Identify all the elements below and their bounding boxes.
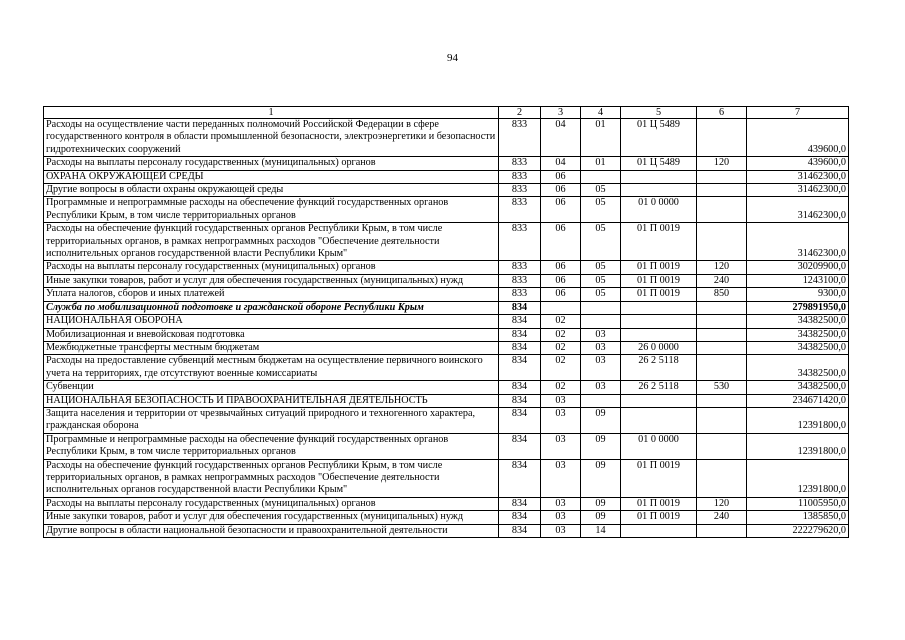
table-row <box>44 459 849 497</box>
row-amount: 31462300,0 <box>747 197 849 223</box>
table-body <box>44 119 849 538</box>
row-code-col6 <box>697 407 747 433</box>
row-code-col4: 05 <box>581 288 621 301</box>
row-code-col4 <box>581 315 621 328</box>
table-row <box>44 511 849 524</box>
table-row <box>44 315 849 328</box>
row-code-col5: 01 П 0019 <box>621 459 697 497</box>
row-code-col3: 04 <box>541 157 581 170</box>
row-code-col4: 01 <box>581 119 621 157</box>
row-code-col6 <box>697 328 747 341</box>
row-code-col5 <box>621 394 697 407</box>
row-amount: 234671420,0 <box>747 394 849 407</box>
row-code-col5 <box>621 301 697 314</box>
row-code-col5 <box>621 407 697 433</box>
row-amount: 12391800,0 <box>747 459 849 497</box>
row-code-col2: 834 <box>499 407 541 433</box>
row-amount: 30209900,0 <box>747 261 849 274</box>
row-code-col3 <box>541 301 581 314</box>
row-code-col2: 834 <box>499 497 541 510</box>
row-code-col5 <box>621 170 697 183</box>
row-description: Защита населения и территории от чрезвычайных ситуаций природного и техногенного характера, гражданская оборона <box>44 407 499 433</box>
row-code-col4 <box>581 301 621 314</box>
row-code-col4 <box>581 170 621 183</box>
row-code-col2: 834 <box>499 328 541 341</box>
row-amount: 12391800,0 <box>747 433 849 459</box>
row-code-col4: 09 <box>581 511 621 524</box>
row-code-col2: 833 <box>499 197 541 223</box>
row-amount: 439600,0 <box>747 119 849 157</box>
row-code-col2: 834 <box>499 315 541 328</box>
row-code-col6 <box>697 355 747 381</box>
table-row <box>44 524 849 537</box>
row-code-col4: 05 <box>581 274 621 287</box>
row-description: Расходы на обеспечение функций государственных органов Республики Крым, в том числе территориальных органов, в рамках непрограммных расходов "Обеспечение деятельности исполнительных органов государственной власти Республики Крым" <box>44 223 499 261</box>
row-code-col4: 05 <box>581 261 621 274</box>
row-amount: 1243100,0 <box>747 274 849 287</box>
row-code-col6: 120 <box>697 497 747 510</box>
row-description: Уплата налогов, сборов и иных платежей <box>44 288 499 301</box>
row-code-col4: 09 <box>581 433 621 459</box>
row-code-col4: 05 <box>581 184 621 197</box>
row-code-col4: 03 <box>581 355 621 381</box>
row-amount: 34382500,0 <box>747 355 849 381</box>
row-code-col5: 01 П 0019 <box>621 223 697 261</box>
row-code-col3: 03 <box>541 433 581 459</box>
row-code-col3: 06 <box>541 197 581 223</box>
row-code-col2: 834 <box>499 381 541 394</box>
row-code-col4: 03 <box>581 328 621 341</box>
row-code-col4 <box>581 394 621 407</box>
row-description: Расходы на выплаты персоналу государственных (муниципальных) органов <box>44 157 499 170</box>
row-code-col3: 03 <box>541 524 581 537</box>
row-code-col2: 833 <box>499 288 541 301</box>
row-code-col3: 03 <box>541 511 581 524</box>
row-amount: 222279620,0 <box>747 524 849 537</box>
row-description: Межбюджетные трансферты местным бюджетам <box>44 341 499 354</box>
row-code-col4: 09 <box>581 497 621 510</box>
table-row <box>44 301 849 314</box>
row-description: Программные и непрограммные расходы на обеспечение функций государственных органов Республики Крым, в том числе территориальных органов <box>44 197 499 223</box>
row-code-col4: 14 <box>581 524 621 537</box>
row-code-col3: 06 <box>541 170 581 183</box>
row-code-col2: 834 <box>499 524 541 537</box>
row-description: НАЦИОНАЛЬНАЯ ОБОРОНА <box>44 315 499 328</box>
row-amount: 34382500,0 <box>747 315 849 328</box>
row-description: Мобилизационная и вневойсковая подготовка <box>44 328 499 341</box>
row-code-col4: 09 <box>581 459 621 497</box>
row-code-col3: 03 <box>541 407 581 433</box>
row-amount: 34382500,0 <box>747 341 849 354</box>
row-code-col6 <box>697 197 747 223</box>
column-header: 6 <box>697 107 747 119</box>
row-code-col6 <box>697 170 747 183</box>
table-row <box>44 341 849 354</box>
row-code-col2: 834 <box>499 341 541 354</box>
row-description: Программные и непрограммные расходы на обеспечение функций государственных органов Республики Крым, в том числе территориальных органов <box>44 433 499 459</box>
row-description: Субвенции <box>44 381 499 394</box>
row-code-col6: 120 <box>697 261 747 274</box>
row-code-col5: 26 2 5118 <box>621 381 697 394</box>
table-row <box>44 433 849 459</box>
row-code-col6 <box>697 341 747 354</box>
row-description: Иные закупки товаров, работ и услуг для обеспечения государственных (муниципальных) нужд <box>44 274 499 287</box>
row-description: НАЦИОНАЛЬНАЯ БЕЗОПАСНОСТЬ И ПРАВООХРАНИТЕЛЬНАЯ ДЕЯТЕЛЬНОСТЬ <box>44 394 499 407</box>
row-code-col2: 834 <box>499 511 541 524</box>
row-code-col2: 833 <box>499 170 541 183</box>
row-code-col3: 02 <box>541 328 581 341</box>
row-code-col2: 833 <box>499 119 541 157</box>
row-code-col2: 833 <box>499 274 541 287</box>
table-row <box>44 119 849 157</box>
row-code-col6 <box>697 524 747 537</box>
row-code-col5 <box>621 184 697 197</box>
row-code-col3: 04 <box>541 119 581 157</box>
row-code-col6: 530 <box>697 381 747 394</box>
row-description: Расходы на выплаты персоналу государственных (муниципальных) органов <box>44 261 499 274</box>
table-row <box>44 497 849 510</box>
row-code-col6 <box>697 301 747 314</box>
column-header: 4 <box>581 107 621 119</box>
row-code-col6 <box>697 315 747 328</box>
row-code-col3: 02 <box>541 341 581 354</box>
row-code-col6: 240 <box>697 511 747 524</box>
row-code-col4: 03 <box>581 341 621 354</box>
table-row <box>44 394 849 407</box>
row-code-col2: 833 <box>499 184 541 197</box>
table-row <box>44 184 849 197</box>
row-code-col5: 01 0 0000 <box>621 433 697 459</box>
row-code-col6 <box>697 119 747 157</box>
column-header: 1 <box>44 107 499 119</box>
row-amount: 279891950,0 <box>747 301 849 314</box>
column-header: 7 <box>747 107 849 119</box>
row-code-col2: 833 <box>499 157 541 170</box>
row-code-col2: 834 <box>499 355 541 381</box>
row-code-col6: 120 <box>697 157 747 170</box>
row-code-col5: 01 П 0019 <box>621 274 697 287</box>
row-amount: 34382500,0 <box>747 328 849 341</box>
row-code-col6 <box>697 459 747 497</box>
table-row <box>44 223 849 261</box>
row-code-col4: 03 <box>581 381 621 394</box>
row-description: Иные закупки товаров, работ и услуг для обеспечения государственных (муниципальных) нужд <box>44 511 499 524</box>
row-code-col5: 01 Ц 5489 <box>621 119 697 157</box>
row-code-col5: 01 П 0019 <box>621 288 697 301</box>
column-header: 2 <box>499 107 541 119</box>
row-code-col2: 833 <box>499 261 541 274</box>
row-code-col4: 05 <box>581 223 621 261</box>
row-code-col6: 240 <box>697 274 747 287</box>
table-row <box>44 261 849 274</box>
row-code-col5: 01 Ц 5489 <box>621 157 697 170</box>
row-code-col2: 834 <box>499 394 541 407</box>
row-code-col5: 01 П 0019 <box>621 511 697 524</box>
row-code-col3: 02 <box>541 315 581 328</box>
row-amount: 31462300,0 <box>747 223 849 261</box>
row-amount: 31462300,0 <box>747 184 849 197</box>
row-code-col6 <box>697 223 747 261</box>
row-code-col2: 834 <box>499 433 541 459</box>
row-description: Служба по мобилизационной подготовке и гражданской обороне Республики Крым <box>44 301 499 314</box>
row-code-col3: 06 <box>541 223 581 261</box>
row-code-col5: 01 0 0000 <box>621 197 697 223</box>
table-row <box>44 328 849 341</box>
row-description: Расходы на обеспечение функций государственных органов Республики Крым, в том числе территориальных органов, в рамках непрограммных расходов "Обеспечение деятельности исполнительных органов государственной власти Республики Крым" <box>44 459 499 497</box>
row-code-col3: 03 <box>541 459 581 497</box>
table-row <box>44 157 849 170</box>
row-amount: 9300,0 <box>747 288 849 301</box>
row-code-col3: 06 <box>541 261 581 274</box>
row-code-col4: 09 <box>581 407 621 433</box>
row-code-col5 <box>621 524 697 537</box>
row-code-col5: 26 2 5118 <box>621 355 697 381</box>
budget-table <box>43 106 849 538</box>
row-description: Другие вопросы в области охраны окружающей среды <box>44 184 499 197</box>
row-code-col6 <box>697 433 747 459</box>
row-code-col3: 06 <box>541 288 581 301</box>
table-row <box>44 274 849 287</box>
row-code-col2: 834 <box>499 459 541 497</box>
row-code-col3: 03 <box>541 394 581 407</box>
row-code-col3: 02 <box>541 381 581 394</box>
row-code-col5: 01 П 0019 <box>621 261 697 274</box>
row-code-col5: 26 0 0000 <box>621 341 697 354</box>
row-code-col4: 05 <box>581 197 621 223</box>
page-number: 94 <box>447 52 458 64</box>
row-code-col6 <box>697 184 747 197</box>
row-code-col2: 834 <box>499 301 541 314</box>
row-amount: 34382500,0 <box>747 381 849 394</box>
table-row <box>44 407 849 433</box>
row-code-col5 <box>621 328 697 341</box>
row-code-col5: 01 П 0019 <box>621 497 697 510</box>
row-code-col5 <box>621 315 697 328</box>
row-code-col3: 06 <box>541 184 581 197</box>
table-row <box>44 355 849 381</box>
row-amount: 439600,0 <box>747 157 849 170</box>
row-code-col2: 833 <box>499 223 541 261</box>
table-row <box>44 381 849 394</box>
row-description: Расходы на осуществление части переданных полномочий Российской Федерации в сфере государственного контроля в области промышленной безопасности, электроэнергетики и безопасности гидротехнических сооружений <box>44 119 499 157</box>
table-row <box>44 197 849 223</box>
table-row <box>44 288 849 301</box>
column-header: 5 <box>621 107 697 119</box>
row-amount: 1385850,0 <box>747 511 849 524</box>
row-code-col4: 01 <box>581 157 621 170</box>
row-amount: 11005950,0 <box>747 497 849 510</box>
row-code-col3: 03 <box>541 497 581 510</box>
row-description: ОХРАНА ОКРУЖАЮЩЕЙ СРЕДЫ <box>44 170 499 183</box>
row-amount: 31462300,0 <box>747 170 849 183</box>
row-code-col6: 850 <box>697 288 747 301</box>
table-row <box>44 170 849 183</box>
column-header: 3 <box>541 107 581 119</box>
row-description: Расходы на выплаты персоналу государственных (муниципальных) органов <box>44 497 499 510</box>
row-code-col3: 06 <box>541 274 581 287</box>
row-description: Расходы на предоставление субвенций местным бюджетам на осуществление первичного воинского учета на территориях, где отсутствуют военные комиссариаты <box>44 355 499 381</box>
table-header-row <box>44 107 849 119</box>
row-description: Другие вопросы в области национальной безопасности и правоохранительной деятельности <box>44 524 499 537</box>
row-code-col3: 02 <box>541 355 581 381</box>
row-amount: 12391800,0 <box>747 407 849 433</box>
row-code-col6 <box>697 394 747 407</box>
